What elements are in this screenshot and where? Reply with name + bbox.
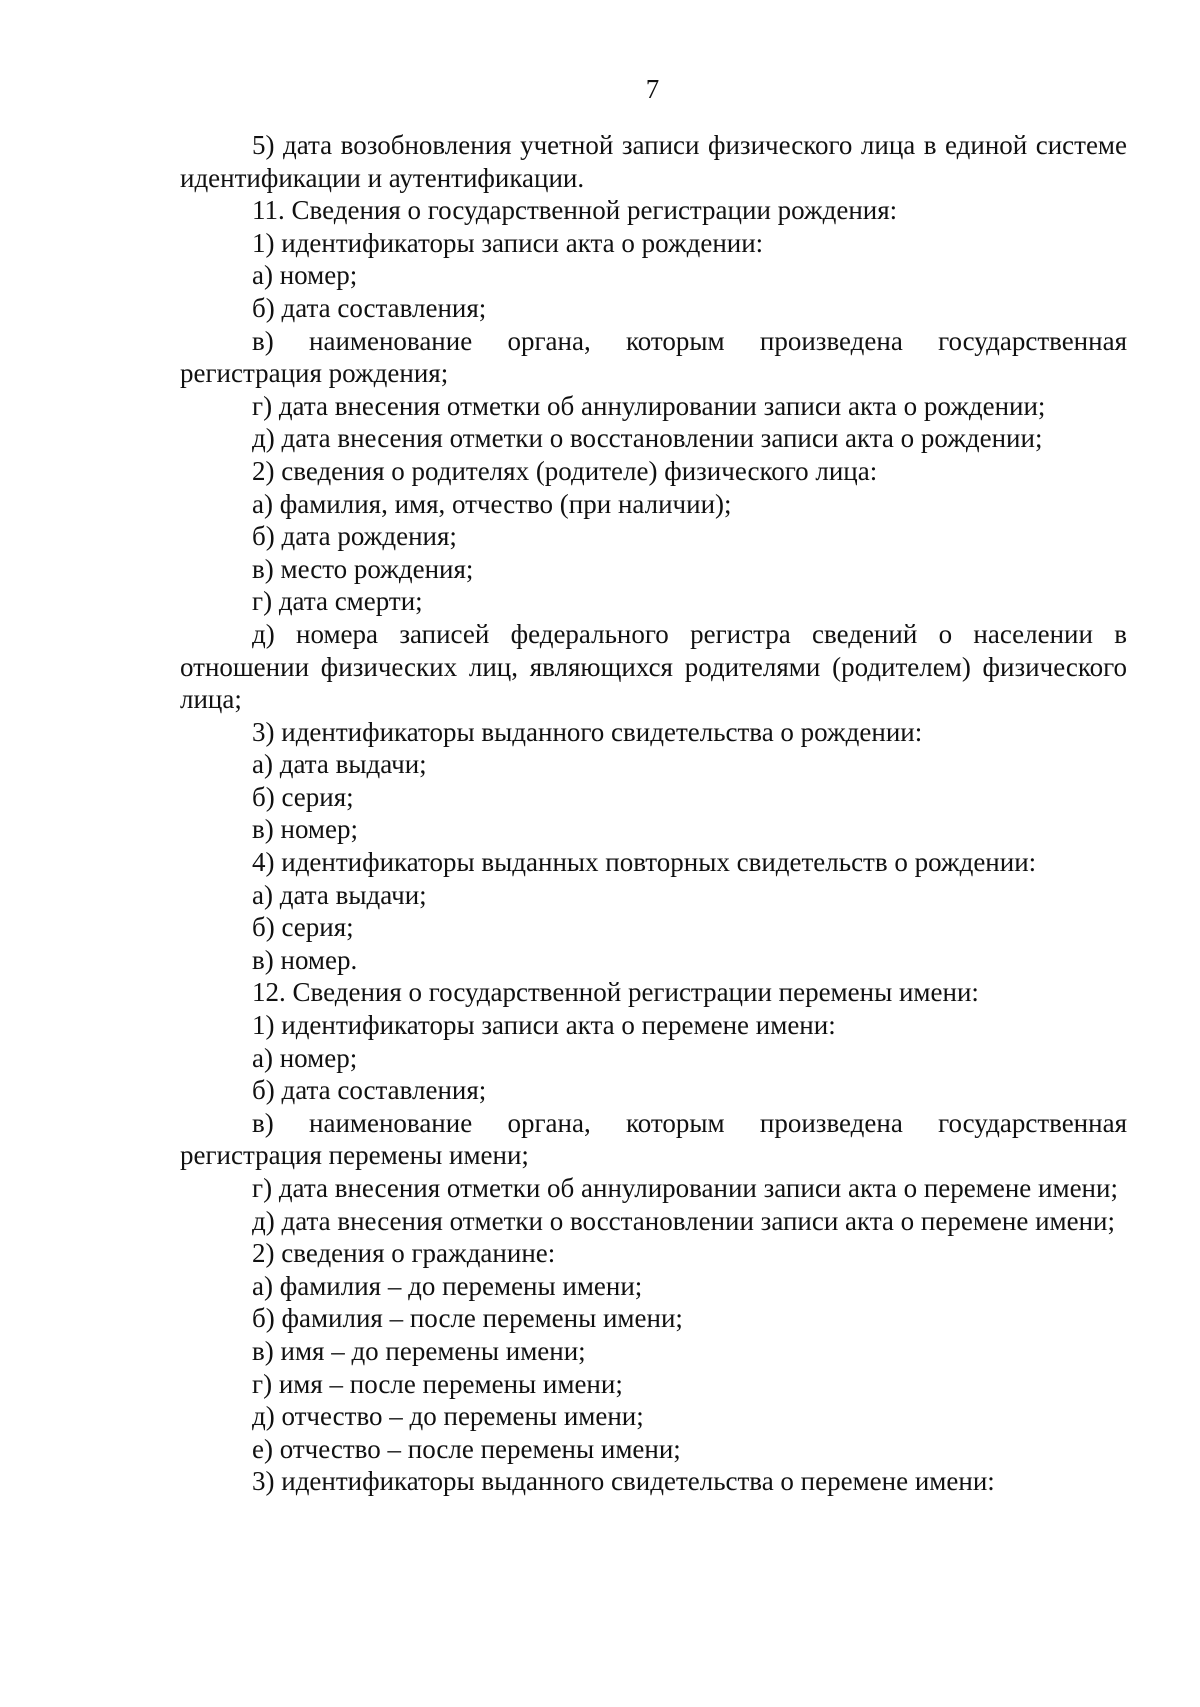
paragraph: в) номер; (252, 814, 358, 845)
paragraph: д) дата внесения отметки о восстановлении записи акта о рождении; (252, 423, 1043, 454)
paragraph: б) дата рождения; (252, 521, 457, 552)
paragraph: 12. Сведения о государственной регистрации перемены имени: (252, 977, 979, 1008)
paragraph: а) дата выдачи; (252, 879, 427, 910)
paragraph: б) дата составления; (252, 1075, 487, 1106)
paragraph: д) номера записей федерального регистра сведений о населении в отношении физических лиц, являющихся родителями (родителем) физического лица; (180, 618, 1127, 715)
paragraph: 5) дата возобновления учетной записи физического лица в единой системе идентификации и аутентификации. (180, 130, 1127, 193)
paragraph: а) номер; (252, 260, 358, 291)
paragraph: г) дата внесения отметки об аннулировании записи акта о рождении; (252, 390, 1046, 421)
paragraph: б) дата составления; (252, 292, 487, 323)
page-number: 7 (645, 74, 660, 104)
paragraph: в) имя – до перемены имени; (252, 1335, 586, 1366)
paragraph: д) дата внесения отметки о восстановлении записи акта о перемене имени; (252, 1205, 1115, 1236)
paragraph: г) имя – после перемены имени; (252, 1368, 623, 1399)
paragraph: г) дата внесения отметки об аннулировании записи акта о перемене имени; (252, 1173, 1118, 1203)
paragraph: а) номер; (252, 1042, 358, 1073)
paragraph: в) номер. (252, 944, 358, 975)
paragraph: а) дата выдачи; (252, 749, 427, 780)
paragraph: е) отчество – после перемены имени; (252, 1433, 681, 1464)
paragraph: 11. Сведения о государственной регистрации рождения: (252, 195, 898, 226)
paragraph: в) место рождения; (252, 553, 474, 584)
paragraph: а) фамилия – до перемены имени; (252, 1270, 643, 1301)
paragraph: в) наименование органа, которым произведена государственная регистрация перемены имени; (180, 1107, 1127, 1171)
paragraph: б) серия; (252, 912, 354, 943)
paragraph: 2) сведения о гражданине: (252, 1238, 556, 1269)
paragraph: а) фамилия, имя, отчество (при наличии); (252, 488, 732, 519)
paragraph: 1) идентификаторы записи акта о рождении: (252, 227, 764, 258)
paragraph: г) дата смерти; (252, 586, 423, 617)
paragraph: 2) сведения о родителях (родителе) физического лица: (252, 455, 878, 486)
paragraph: в) наименование органа, которым произведена государственная регистрация рождения; (180, 325, 1127, 389)
paragraph: 4) идентификаторы выданных повторных свидетельств о рождении: (252, 847, 1037, 878)
paragraph: 3) идентификаторы выданного свидетельства о рождении: (252, 716, 923, 747)
paragraph: б) фамилия – после перемены имени; (252, 1303, 683, 1334)
paragraph: д) отчество – до перемены имени; (252, 1401, 644, 1432)
paragraph: 3) идентификаторы выданного свидетельства о перемене имени: (252, 1466, 995, 1497)
paragraph: б) серия; (252, 781, 354, 812)
document-body (180, 129, 1127, 1498)
paragraph: 1) идентификаторы записи акта о перемене имени: (252, 1010, 836, 1041)
